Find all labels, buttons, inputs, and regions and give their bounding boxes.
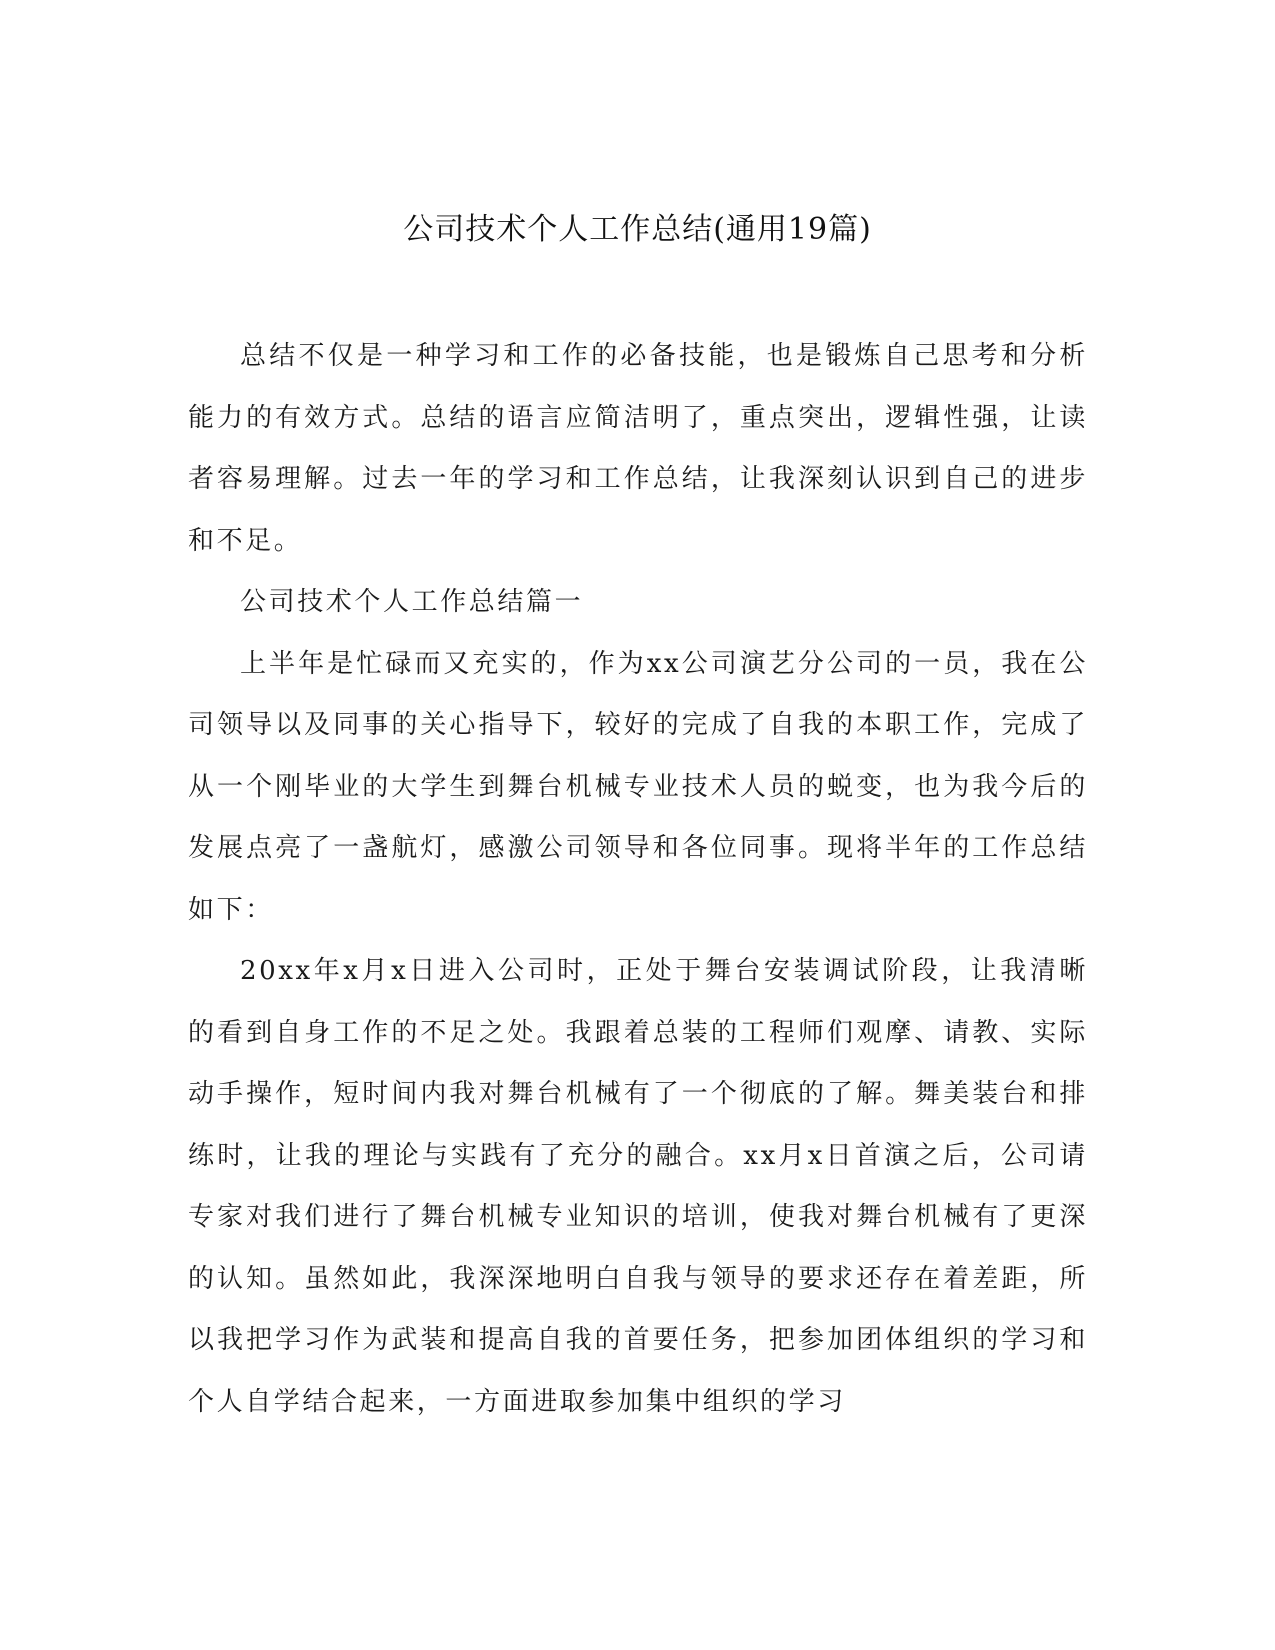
body-paragraph: 上半年是忙碌而又充实的，作为xx公司演艺分公司的一员，我在公司领导以及同事的关心指导下，较好的完成了自我的本职工作，完成了从一个刚毕业的大学生到舞台机械专业技术人员的蜕变，也为我今后的发展点亮了一盏航灯，感激公司领导和各位同事。现将半年的工作总结如下： [188,648,1088,925]
document-body [188,326,1088,1433]
document-title: 公司技术个人工作总结(通用19篇) [403,212,872,247]
body-paragraph: 20xx年x月x日进入公司时，正处于舞台安装调试阶段，让我清晰的看到自身工作的不足之处。我跟着总装的工程师们观摩、请教、实际动手操作，短时间内我对舞台机械有了一个彻底的了解。舞美装台和排练时，让我的理论与实践有了充分的融合。xx月x日首演之后，公司请专家对我们进行了舞台机械专业知识的培训，使我对舞台机械有了更深的认知。虽然如此，我深深地明白自我与领导的要求还存在着差距，所以我把学习作为武装和提高自我的首要任务，把参加团体组织的学习和个人自学结合起来，一方面进取参加集中组织的学习 [188,956,1088,1417]
intro-paragraph: 总结不仅是一种学习和工作的必备技能，也是锻炼自己思考和分析能力的有效方式。总结的语言应简洁明了，重点突出，逻辑性强，让读者容易理解。过去一年的学习和工作总结，让我深刻认识到自己的进步和不足。 [188,341,1088,556]
section-heading: 公司技术个人工作总结篇一 [240,587,584,617]
